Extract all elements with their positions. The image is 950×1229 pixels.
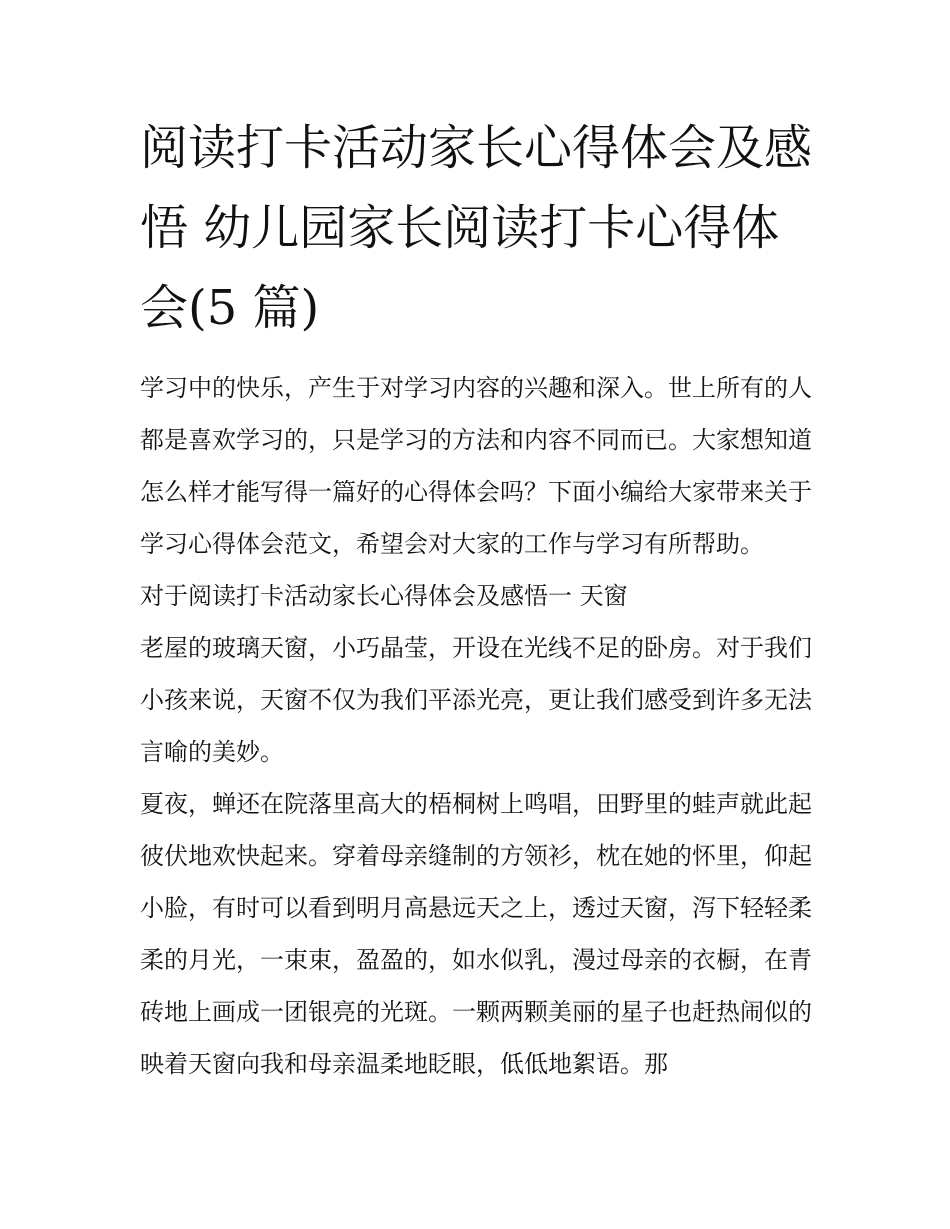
intro-paragraph: 学习中的快乐，产生于对学习内容的兴趣和深入。世上所有的人都是喜欢学习的，只是学习的方法和内容不同而已。大家想知道怎么样才能写得一篇好的心得体会吗？下面小编给大家带来关于学习心得体会范文，希望会对大家的工作与学习有所帮助。 [140,374,812,558]
body-paragraph: 夏夜，蝉还在院落里高大的梧桐树上鸣唱，田野里的蛙声就此起彼伏地欢快起来。穿着母亲缝制的方领衫，枕在她的怀里，仰起小脸，有时可以看到明月高悬远天之上，透过天窗，泻下轻轻柔柔的月光，一束束，盈盈的，如水似乳，漫过母亲的衣橱，在青砖地上画成一团银亮的光斑。一颗两颗美丽的星子也赶热闹似的映着天窗向我和母亲温柔地眨眼，低低地絮语。那 [140,790,812,1078]
document-title: 阅读打卡活动家长心得体会及感悟 幼儿园家长阅读打卡心得体会(5 篇) [140,120,813,336]
document-page [140,108,812,1090]
section-heading: 对于阅读打卡活动家长心得体会及感悟一 天窗 [140,582,628,610]
body-paragraph: 老屋的玻璃天窗，小巧晶莹，开设在光线不足的卧房。对于我们小孩来说，天窗不仅为我们平添光亮，更让我们感受到许多无法言喻的美妙。 [140,634,812,766]
